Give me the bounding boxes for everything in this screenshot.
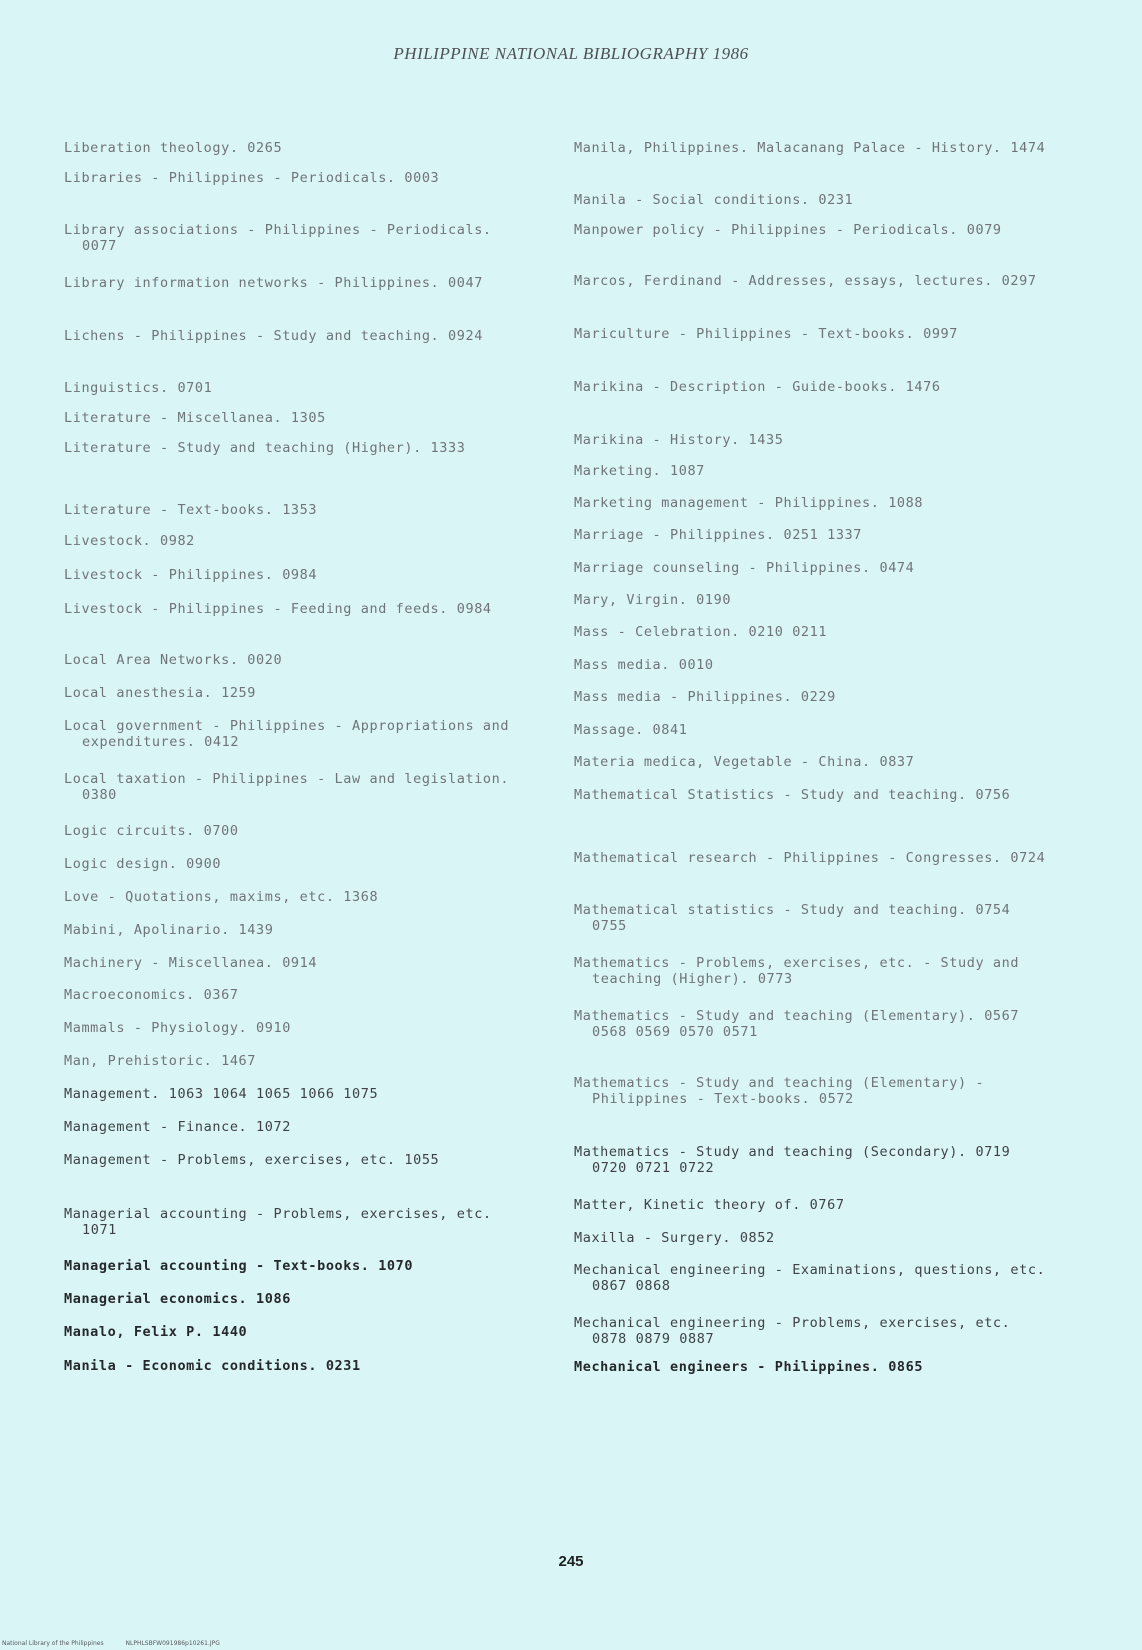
index-entry: Mariculture - Philippines - Text-books. 0997 [574,326,959,342]
index-entry: Management - Problems, exercises, etc. 1055 [64,1152,440,1168]
index-entry: Mass media - Philippines. 0229 [574,689,836,705]
index-entry: Literature - Study and teaching (Higher). 1333 [64,440,466,456]
index-entry: Love - Quotations, maxims, etc. 1368 [64,889,379,905]
index-entry: Mathematical Statistics - Study and teaching. 0756 [574,787,1011,803]
index-entry: Marriage - Philippines. 0251 1337 [574,527,863,543]
index-entry: Libraries - Philippines - Periodicals. 0003 [64,170,440,186]
index-entry: Management - Finance. 1072 [64,1119,291,1135]
index-entry: Mary, Virgin. 0190 [574,592,732,608]
index-entry: Literature - Miscellanea. 1305 [64,410,326,426]
index-entry: Mathematical research - Philippines - Congresses. 0724 [574,850,1046,866]
index-entry: Local Area Networks. 0020 [64,652,283,668]
index-entry: Livestock - Philippines. 0984 [64,567,318,583]
index-entry: Mass - Celebration. 0210 0211 [574,624,828,640]
index-entry: Marriage counseling - Philippines. 0474 [574,560,915,576]
index-entry: Management. 1063 1064 1065 1066 1075 [64,1086,379,1102]
index-entry: Literature - Text-books. 1353 [64,502,318,518]
index-entry: Marikina - History. 1435 [574,432,784,448]
index-entry: Liberation theology. 0265 [64,140,283,156]
index-entry: Machinery - Miscellanea. 0914 [64,955,318,971]
page-header: PHILIPPINE NATIONAL BIBLIOGRAPHY 1986 [393,44,749,63]
page-number: 245 [558,1553,584,1570]
index-entry: Macroeconomics. 0367 [64,987,239,1003]
index-entry: Massage. 0841 [574,722,688,738]
index-entry: Mechanical engineering - Problems, exercises, etc. 0878 0879 0887 [574,1315,1011,1347]
index-entry: Library information networks - Philippines. 0047 [64,275,483,291]
index-entry: Manila - Economic conditions. 0231 [64,1358,361,1374]
index-entry: Mechanical engineers - Philippines. 0865 [574,1359,924,1375]
scan-footer [2,1640,240,1647]
index-entry: Maxilla - Surgery. 0852 [574,1230,775,1246]
footer-file: NLPHLSBFW091986p10261.JPG [125,1640,220,1647]
index-entry: Logic circuits. 0700 [64,823,239,839]
index-entry: Local taxation - Philippines - Law and legislation. 0380 [64,771,510,803]
index-entry: Mathematics - Study and teaching (Elementary). 0567 0568 0569 0570 0571 [574,1008,1020,1040]
index-entry: Livestock - Philippines - Feeding and feeds. 0984 [64,601,492,617]
index-entry: Marketing. 1087 [574,463,705,479]
index-entry: Mass media. 0010 [574,657,714,673]
index-entry: Marcos, Ferdinand - Addresses, essays, lectures. 0297 [574,273,1037,289]
index-entry: Logic design. 0900 [64,856,222,872]
index-entry: Mammals - Physiology. 0910 [64,1020,291,1036]
index-entry: Mathematics - Study and teaching (Elementary) - Philippines - Text-books. 0572 [574,1075,985,1107]
index-entry: Lichens - Philippines - Study and teaching. 0924 [64,328,483,344]
index-entry: Marikina - Description - Guide-books. 1476 [574,379,941,395]
index-entry: Mathematics - Study and teaching (Secondary). 0719 0720 0721 0722 [574,1144,1011,1176]
index-entry: Manalo, Felix P. 1440 [64,1324,248,1340]
footer-source: National Library of the Philippines [2,1640,104,1647]
index-entry: Livestock. 0982 [64,533,195,549]
index-entry: Man, Prehistoric. 1467 [64,1053,257,1069]
index-entry: Managerial economics. 1086 [64,1291,291,1307]
index-entry: Managerial accounting - Problems, exercises, etc. 1071 [64,1206,492,1238]
index-entry: Local government - Philippines - Appropriations and expenditures. 0412 [64,718,510,750]
index-entry: Local anesthesia. 1259 [64,685,257,701]
index-entry: Manila - Social conditions. 0231 [574,192,854,208]
index-entry: Matter, Kinetic theory of. 0767 [574,1197,845,1213]
index-entry: Mathematical statistics - Study and teaching. 0754 0755 [574,902,1011,934]
index-entry: Mathematics - Problems, exercises, etc. - Study and teaching (Higher). 0773 [574,955,1020,987]
index-entry: Manpower policy - Philippines - Periodicals. 0079 [574,222,1002,238]
index-entry: Marketing management - Philippines. 1088 [574,495,924,511]
index-entry: Managerial accounting - Text-books. 1070 [64,1258,414,1274]
index-entry: Mabini, Apolinario. 1439 [64,922,274,938]
index-entry: Linguistics. 0701 [64,380,213,396]
index-entry: Mechanical engineering - Examinations, questions, etc. 0867 0868 [574,1262,1046,1294]
index-entry: Manila, Philippines. Malacanang Palace - History. 1474 [574,140,1046,156]
index-entry: Library associations - Philippines - Periodicals. 0077 [64,222,492,254]
index-entry: Materia medica, Vegetable - China. 0837 [574,754,915,770]
